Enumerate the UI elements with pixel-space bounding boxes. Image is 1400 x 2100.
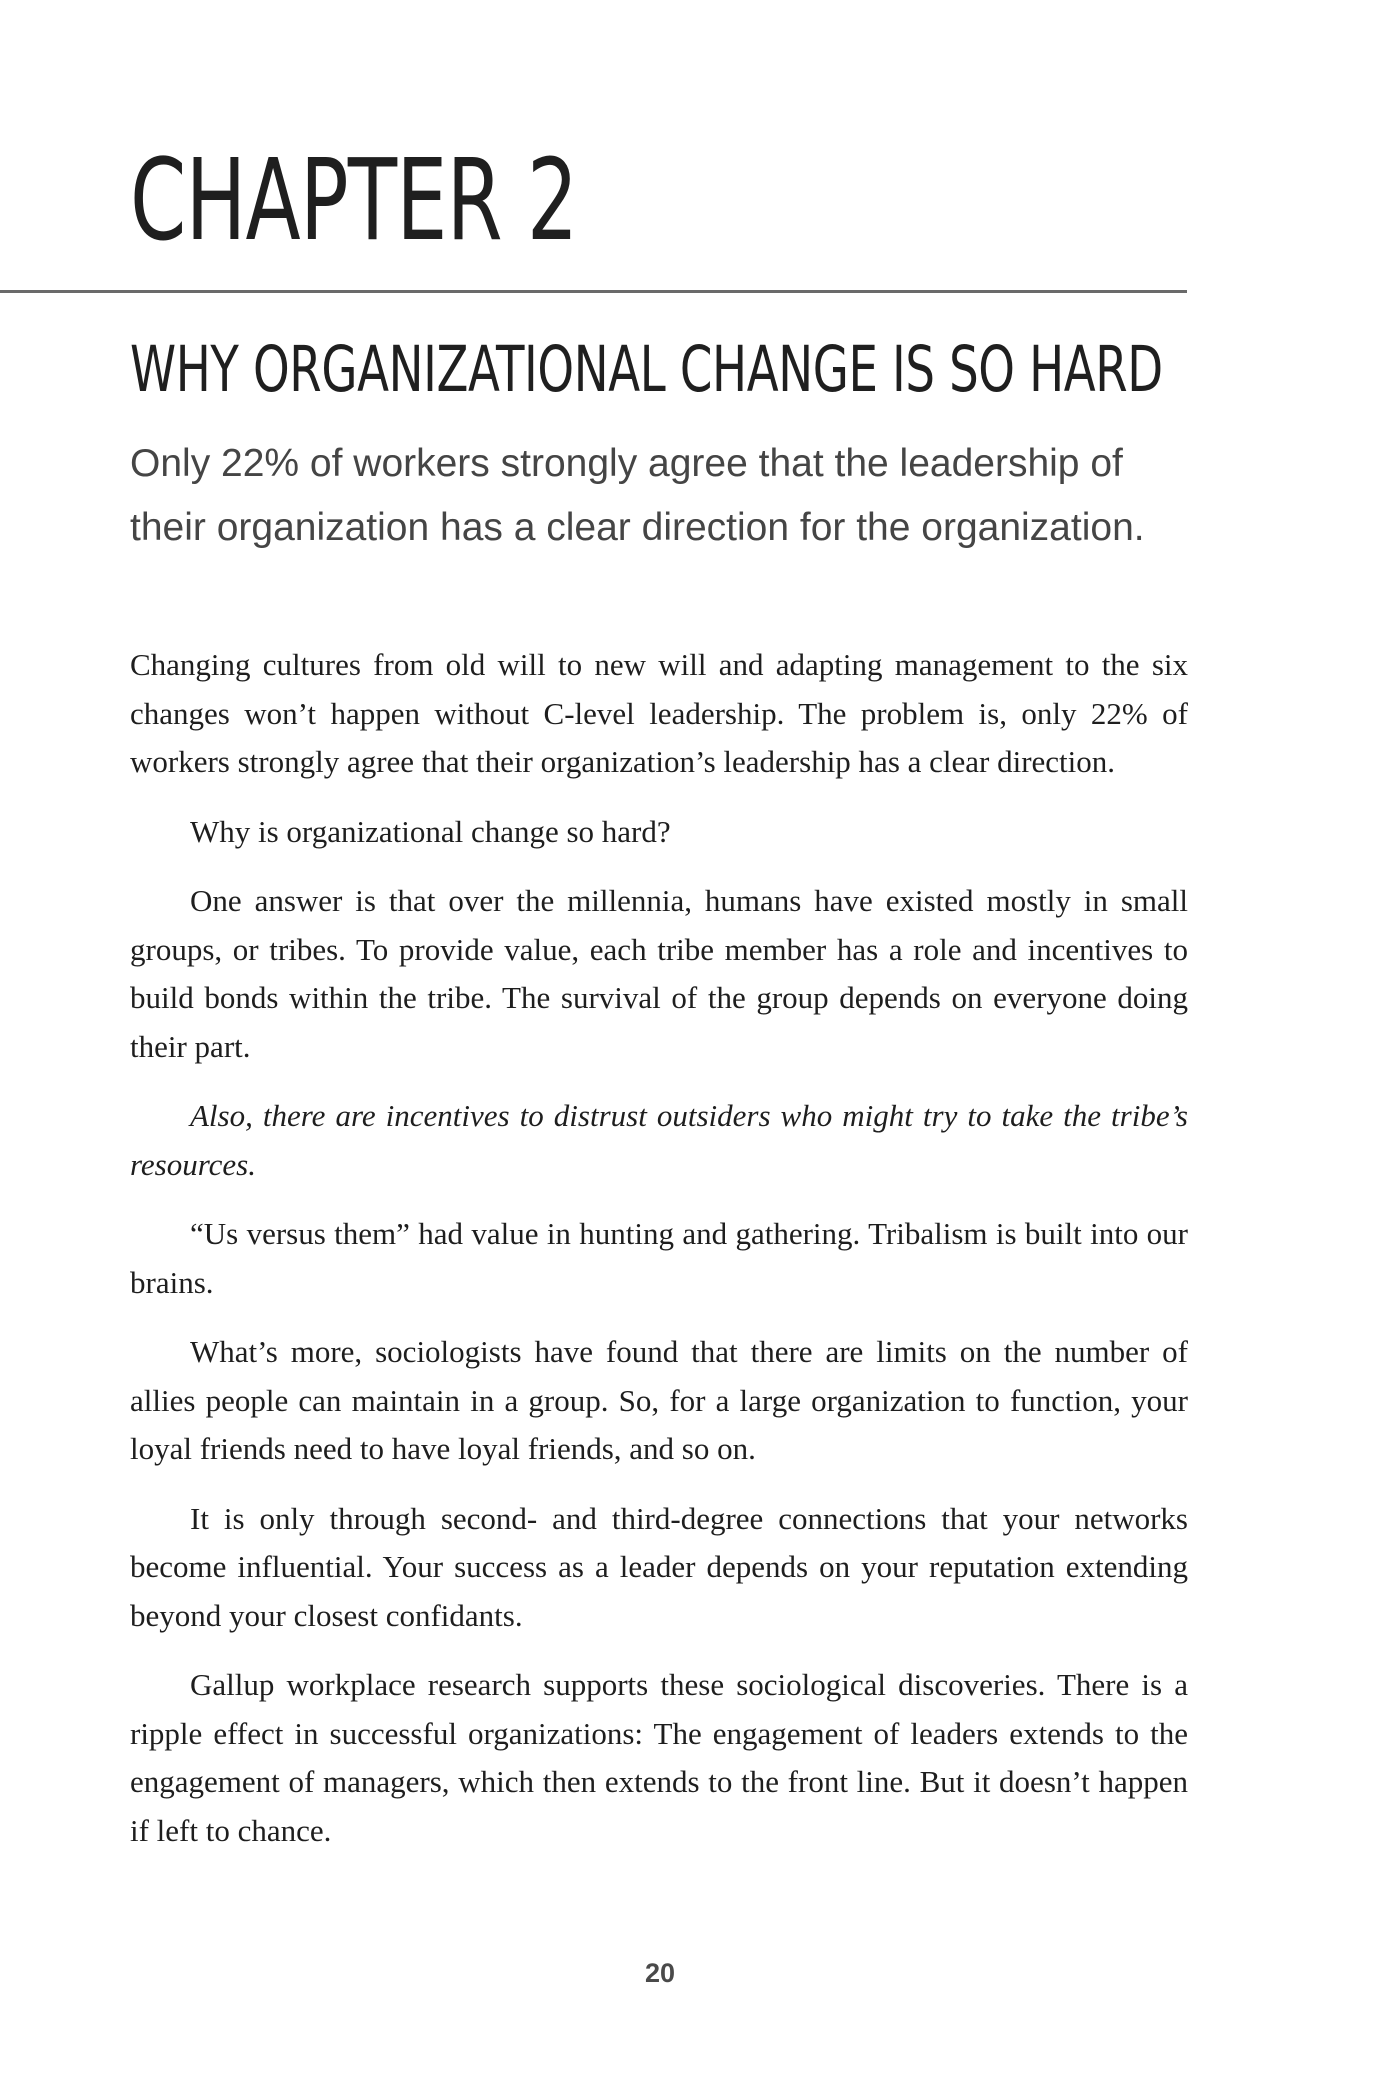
body-paragraph: “Us versus them” had value in hunting and gathering. Tribalism is built into our brains. — [130, 1216, 1188, 1300]
chapter-divider — [0, 290, 1187, 293]
body-paragraph-italic: Also, there are incentives to distrust outsiders who might try to take the tribe’s resources. — [130, 1098, 1188, 1182]
body-paragraph: It is only through second- and third-degree connections that your networks become influential. Your success as a leader depends on your reputation extending beyond your closest confidants. — [130, 1500, 1188, 1633]
body-paragraph: What’s more, sociologists have found that there are limits on the number of allies people can maintain in a group. So, for a large organization to function, your loyal friends need to have loyal friends, and so on. — [130, 1334, 1188, 1466]
chapter-subtitle: Only 22% of workers strongly agree that the leadership of their organization has a clear direction for the organization. — [130, 442, 1145, 549]
chapter-title: WHY ORGANIZATIONAL CHANGE IS SO HARD — [130, 333, 1163, 406]
body-paragraph: Why is organizational change so hard? — [190, 813, 671, 849]
body-paragraph: Changing cultures from old will to new will and adapting management to the six changes won’t happen without C-level leadership. The problem is, only 22% of workers strongly agree that their organization’s leadership has a clear direction. — [130, 647, 1188, 779]
chapter-label: CHAPTER 2 — [130, 136, 578, 266]
body-text — [130, 641, 1188, 1876]
page-number: 20 — [644, 1958, 676, 1988]
body-paragraph: Gallup workplace research supports these sociological discoveries. There is a ripple effect in successful organizations: The engagement of leaders extends to the engagement of managers, which then extends to the front line. But it doesn’t happen if left to chance. — [130, 1667, 1188, 1848]
body-paragraph: One answer is that over the millennia, humans have existed mostly in small groups, or tribes. To provide value, each tribe member has a role and incentives to build bonds within the tribe. The survival of the group depends on everyone doing their part. — [130, 883, 1188, 1064]
